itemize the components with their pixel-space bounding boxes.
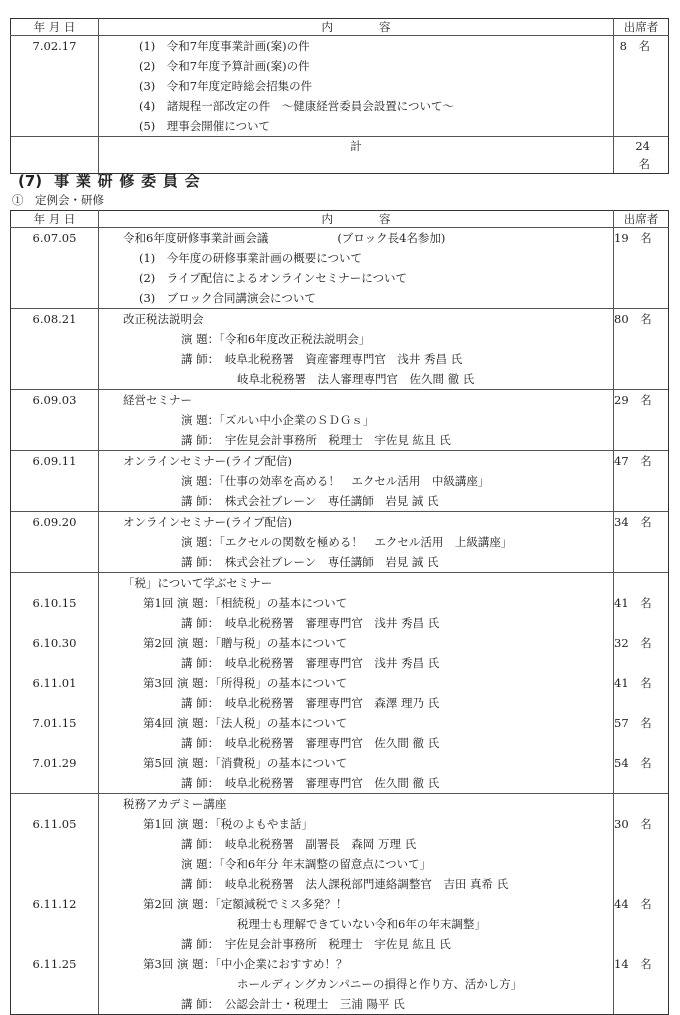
event-theme: 第2回 演 題：「定額減税でミス多発？！ bbox=[143, 897, 348, 911]
row-count: 30 名 bbox=[614, 817, 652, 831]
row-count: 29 名 bbox=[614, 393, 652, 407]
event-theme: 第1回 演 題：「税のよもやま話」 bbox=[143, 817, 313, 831]
event-theme: 第1回 演 題：「相続税」の基本について bbox=[143, 596, 348, 610]
event-title: 改正税法説明会 bbox=[123, 312, 204, 326]
table-row bbox=[11, 228, 669, 309]
agenda-item: (1) 今年度の研修事業計画の概要について bbox=[139, 251, 363, 265]
training-table bbox=[10, 210, 669, 1015]
row-count: 44 名 bbox=[614, 897, 652, 911]
row-date: 6.11.12 bbox=[32, 897, 77, 911]
header-content: 内 容 bbox=[99, 211, 614, 228]
agenda-item: (4) 諸規程一部改定の件 ～健康経営委員会設置について～ bbox=[139, 99, 455, 113]
section-title bbox=[18, 170, 206, 191]
row-date: 6.09.11 bbox=[32, 454, 77, 468]
row-count: 41 名 bbox=[614, 596, 652, 610]
event-title: オンラインセミナー(ライブ配信) bbox=[123, 454, 292, 468]
row-date: 6.11.01 bbox=[32, 676, 77, 690]
row-date: 7.01.15 bbox=[32, 716, 77, 730]
event-theme: 演 題：「令和6年度改正税法説明会」 bbox=[181, 332, 371, 346]
event-theme: 演 題：「ズルい中小企業のＳＤＧｓ」 bbox=[181, 413, 375, 427]
total-count: 24 名 bbox=[614, 137, 669, 174]
row-count: 14 名 bbox=[614, 957, 652, 971]
event-theme: 演 題：「エクセルの関数を極める！ エクセル活用 上級講座」 bbox=[181, 535, 513, 549]
agenda-item: (5) 理事会開催について bbox=[139, 119, 271, 133]
table-row bbox=[11, 390, 669, 451]
row-count: 57 名 bbox=[614, 716, 652, 730]
row-count: 8 名 bbox=[619, 39, 650, 53]
event-lecturer: 講 師： 岐阜北税務署 審理専門官 浅井 秀昌 氏 bbox=[181, 656, 440, 670]
row-date: 6.09.20 bbox=[32, 515, 77, 529]
table-row bbox=[11, 36, 669, 137]
row-date: 6.08.21 bbox=[32, 312, 77, 326]
agenda-item: (3) ブロック合同講演会について bbox=[139, 291, 316, 305]
agenda-item: (2) 令和7年度予算計画(案)の件 bbox=[139, 59, 310, 73]
event-title: 税務アカデミー講座 bbox=[123, 797, 227, 811]
section-title-text: 事業研修委員会 bbox=[54, 172, 207, 190]
event-title: オンラインセミナー(ライブ配信) bbox=[123, 515, 292, 529]
header-attendance: 出席者 bbox=[614, 211, 669, 228]
row-count: 54 名 bbox=[614, 756, 652, 770]
row-count: 41 名 bbox=[614, 676, 652, 690]
event-lecturer: 岐阜北税務署 法人審理専門官 佐久間 徹 氏 bbox=[237, 372, 475, 386]
event-lecturer: 講 師： 岐阜北税務署 副署長 森岡 万理 氏 bbox=[181, 837, 417, 851]
header-date: 年 月 日 bbox=[11, 211, 99, 228]
event-lecturer: 講 師： 岐阜北税務署 審理専門官 森澤 理乃 氏 bbox=[181, 696, 440, 710]
event-lecturer: 講 師： 宇佐見会計事務所 税理士 宇佐見 紘且 氏 bbox=[181, 937, 451, 951]
event-lecturer: 講 師： 株式会社ブレーン 専任講師 岩見 誠 氏 bbox=[181, 494, 439, 508]
event-lecturer: 講 師： 岐阜北税務署 審理専門官 浅井 秀昌 氏 bbox=[181, 616, 440, 630]
agenda-item: (3) 令和7年度定時総会招集の件 bbox=[139, 79, 313, 93]
event-theme: 演 題：「令和6年分 年末調整の留意点について」 bbox=[181, 857, 432, 871]
board-meeting-table bbox=[10, 18, 669, 174]
event-lecturer: 講 師： 公認会計士・税理士 三浦 陽平 氏 bbox=[181, 997, 405, 1011]
agenda-item: (1) 令和7年度事業計画(案)の件 bbox=[139, 39, 310, 53]
row-count: 19 名 bbox=[614, 231, 652, 245]
event-theme: 第5回 演 題：「消費税」の基本について bbox=[143, 756, 348, 770]
table-row bbox=[11, 451, 669, 512]
event-theme: 第4回 演 題：「法人税」の基本について bbox=[143, 716, 348, 730]
event-theme-continued: ホールディングカンパニーの損得と作り方、活かし方」 bbox=[237, 977, 523, 991]
row-count: 47 名 bbox=[614, 454, 652, 468]
row-date: 6.07.05 bbox=[32, 231, 77, 245]
event-theme: 第2回 演 題：「贈与税」の基本について bbox=[143, 636, 348, 650]
event-lecturer: 講 師： 株式会社ブレーン 専任講師 岩見 誠 氏 bbox=[181, 555, 439, 569]
row-date: 6.10.15 bbox=[32, 596, 77, 610]
total-label: 計 bbox=[99, 137, 614, 174]
header-attendance: 出席者 bbox=[614, 19, 669, 36]
event-theme: 第3回 演 題：「所得税」の基本について bbox=[143, 676, 348, 690]
event-theme: 演 題：「仕事の効率を高める！ エクセル活用 中級講座」 bbox=[181, 474, 490, 488]
event-lecturer: 講 師： 岐阜北税務署 審理専門官 佐久間 徹 氏 bbox=[181, 776, 440, 790]
event-title: 経営セミナー bbox=[123, 393, 192, 407]
table-row bbox=[11, 512, 669, 573]
event-lecturer: 講 師： 岐阜北税務署 審理専門官 佐久間 徹 氏 bbox=[181, 736, 440, 750]
event-title: 「税」について学ぶセミナー bbox=[123, 576, 273, 590]
total-row bbox=[11, 137, 669, 174]
table-row bbox=[11, 794, 669, 1015]
row-count: 80 名 bbox=[614, 312, 652, 326]
event-theme: 第3回 演 題：「中小企業におすすめ！？ bbox=[143, 957, 348, 971]
header-date: 年 月 日 bbox=[11, 19, 99, 36]
table-row bbox=[11, 573, 669, 794]
event-lecturer: 講 師： 岐阜北税務署 資産審理専門官 浅井 秀昌 氏 bbox=[181, 352, 463, 366]
row-count: 34 名 bbox=[614, 515, 652, 529]
row-date: 6.10.30 bbox=[32, 636, 77, 650]
event-lecturer: 講 師： 宇佐見会計事務所 税理士 宇佐見 紘且 氏 bbox=[181, 433, 451, 447]
event-title: 令和6年度研修事業計画会議 (ブロック長4名参加) bbox=[123, 231, 446, 245]
agenda-item: (2) ライブ配信によるオンラインセミナーについて bbox=[139, 271, 408, 285]
event-lecturer: 講 師： 岐阜北税務署 法人課税部門連絡調整官 吉田 真希 氏 bbox=[181, 877, 509, 891]
row-date: 6.09.03 bbox=[32, 393, 77, 407]
row-date: 7.02.17 bbox=[32, 39, 77, 53]
header-content: 内 容 bbox=[99, 19, 614, 36]
row-date: 6.11.05 bbox=[32, 817, 77, 831]
row-date: 7.01.29 bbox=[32, 756, 77, 770]
event-theme-continued: 税理士も理解できていない令和6年の年末調整」 bbox=[237, 917, 486, 931]
row-count: 32 名 bbox=[614, 636, 652, 650]
section-subtitle: ① 定例会・研修 bbox=[12, 193, 104, 207]
section-number: (7) bbox=[18, 172, 43, 190]
row-date: 6.11.25 bbox=[32, 957, 77, 971]
table-row bbox=[11, 309, 669, 390]
